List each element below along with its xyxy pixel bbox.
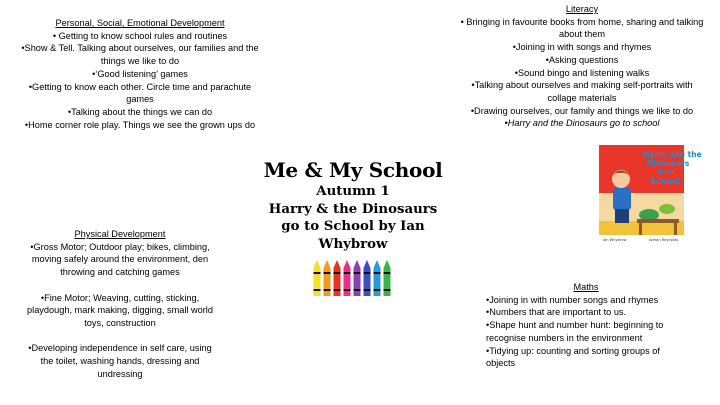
crayon [324, 260, 331, 296]
pse-item: •Show & Tell. Talking about ourselves, our families and the things we like to do [21, 43, 259, 67]
literacy-item: •Drawing ourselves, our family and things we like to do [470, 105, 694, 116]
physical-item: •Developing independence in self care, using the toilet, washing hands, dressing and undressing [28, 343, 212, 379]
physical-item: •Fine Motor; Weaving, cutting, sticking, playdough, mark making, digging, small world toys, construction [27, 292, 213, 328]
crayon [314, 260, 321, 296]
maths-item: •Shape hunt and number hunt: beginning to recognise numbers in the environment [486, 320, 664, 343]
crayons-image [312, 260, 392, 296]
pse-item: • Getting to know school rules and routines [52, 30, 228, 41]
literacy-item: •Joining in with songs and rhymes [512, 42, 652, 53]
maths-section [486, 281, 686, 370]
crayon [344, 260, 351, 296]
physical-item: •Gross Motor; Outdoor play; bikes, climbing, moving safely around the environment, den throwing and catching games [30, 241, 210, 278]
book-cover-title: Harry and the [643, 150, 702, 159]
term-label: Autumn 1 [316, 184, 390, 199]
crayon [354, 260, 361, 296]
center-title-block [258, 157, 448, 253]
crayon [364, 260, 371, 296]
pse-item: •Talking about the things we can do [67, 106, 213, 117]
maths-item: •Tidying up: counting and sorting groups of objects [486, 345, 660, 369]
maths-item: •Numbers that are important to us. [486, 307, 627, 318]
crayon [374, 260, 381, 296]
literacy-heading: Literacy [565, 4, 599, 14]
pse-section [20, 17, 260, 131]
pse-item: •Getting to know each other. Circle time and parachute games [28, 81, 252, 105]
maths-heading: Maths [573, 282, 599, 292]
book-title-line: Whybrow [318, 236, 388, 252]
book-title-line: go to School by Ian [281, 219, 425, 235]
literacy-section [456, 3, 708, 130]
book-cover-title: School [650, 177, 680, 186]
boy-body [613, 188, 631, 210]
pse-heading: Personal, Social, Emotional Development [55, 18, 225, 28]
literacy-item: •Sound bingo and listening walks [514, 67, 650, 78]
book-cover-illustrator: Adrian Reynolds [649, 238, 679, 242]
book-cover-author: Ian Whybrow [603, 238, 627, 242]
physical-section [22, 228, 218, 380]
book-cover-title: Dinosaurs [647, 159, 690, 168]
literacy-item: •Asking questions [545, 54, 619, 65]
pse-item: •‘Good listening’ games [92, 68, 188, 79]
dinosaur-toy [659, 204, 675, 214]
literacy-item: • Bringing in favourite books from home, sharing and talking about them [460, 16, 704, 40]
maths-item: •Joining in with number songs and rhymes [486, 294, 659, 305]
boy-legs [615, 209, 629, 223]
desk [637, 219, 679, 223]
literacy-item: •Talking about ourselves and making self-portraits with collage materials [471, 80, 693, 103]
crayon [384, 260, 391, 296]
desk-leg [674, 223, 677, 235]
pse-item: •Home corner role play. Things we see the grown ups do [24, 119, 256, 130]
desk-leg [639, 223, 642, 235]
crayon [334, 260, 341, 296]
literacy-book-item: •Harry and the Dinosaurs go to school [504, 118, 660, 129]
book-cover-image [599, 145, 702, 243]
book-cover-title: Go To [657, 170, 675, 176]
book-title-line: Harry & the Dinosaurs [268, 201, 438, 217]
page-title: Me & My School [263, 158, 443, 182]
physical-heading: Physical Development [74, 229, 166, 239]
